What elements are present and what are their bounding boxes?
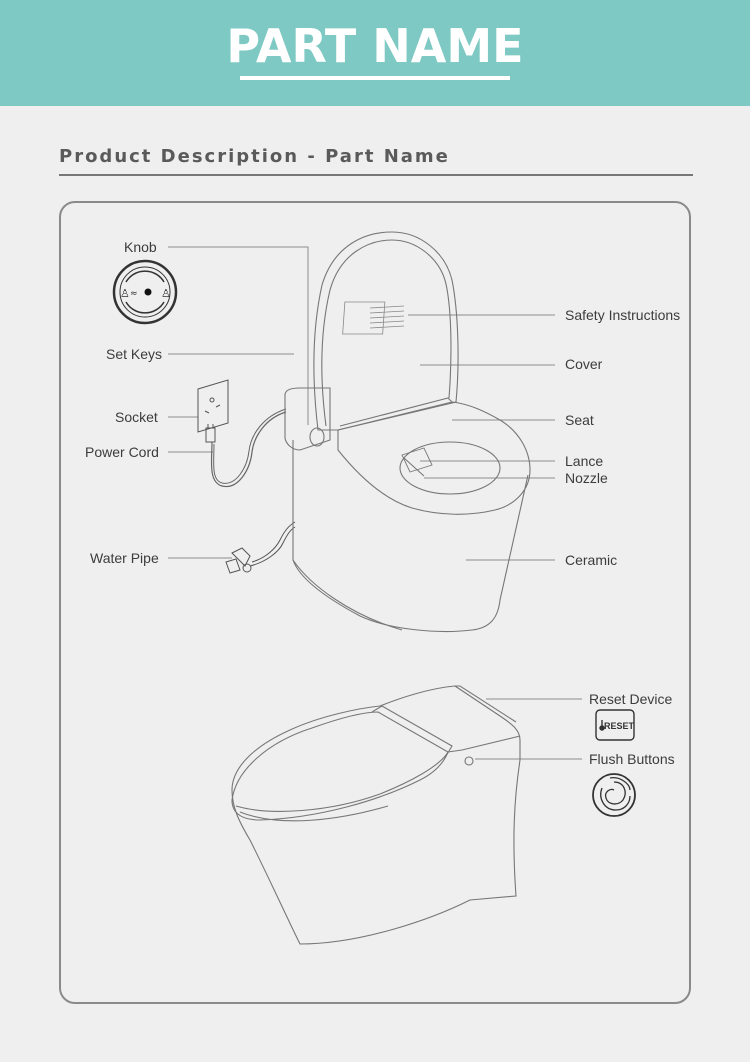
- knob-dial-icon: [114, 261, 176, 323]
- label-seat: Seat: [565, 412, 594, 428]
- toilet-open-view: [285, 232, 530, 631]
- label-socket: Socket: [115, 409, 158, 425]
- water-pipe-icon: [226, 522, 295, 573]
- page-title: PART NAME: [226, 19, 524, 73]
- label-cover: Cover: [565, 356, 603, 372]
- socket-icon: [198, 380, 228, 442]
- label-set-keys: Set Keys: [106, 346, 163, 362]
- reset-button-text: RESET: [604, 721, 635, 731]
- label-flush-buttons: Flush Buttons: [589, 751, 675, 767]
- label-lance: Lance: [565, 453, 604, 469]
- toilet-closed-view: [232, 686, 520, 944]
- svg-text:≈: ≈: [130, 289, 138, 299]
- section-subtitle: Product Description - Part Name: [59, 146, 450, 167]
- label-water-pipe: Water Pipe: [90, 550, 159, 566]
- svg-text:♙: ♙: [161, 287, 171, 300]
- label-knob: Knob: [124, 239, 157, 255]
- flush-swirl-icon: [593, 774, 635, 816]
- label-nozzle: Nozzle: [565, 470, 608, 486]
- label-reset-device: Reset Device: [589, 691, 673, 707]
- knob-leader: [168, 247, 308, 425]
- label-ceramic: Ceramic: [565, 552, 618, 568]
- label-power-cord: Power Cord: [85, 444, 159, 460]
- svg-text:♙: ♙: [120, 287, 130, 300]
- label-safety-instructions: Safety Instructions: [565, 307, 681, 323]
